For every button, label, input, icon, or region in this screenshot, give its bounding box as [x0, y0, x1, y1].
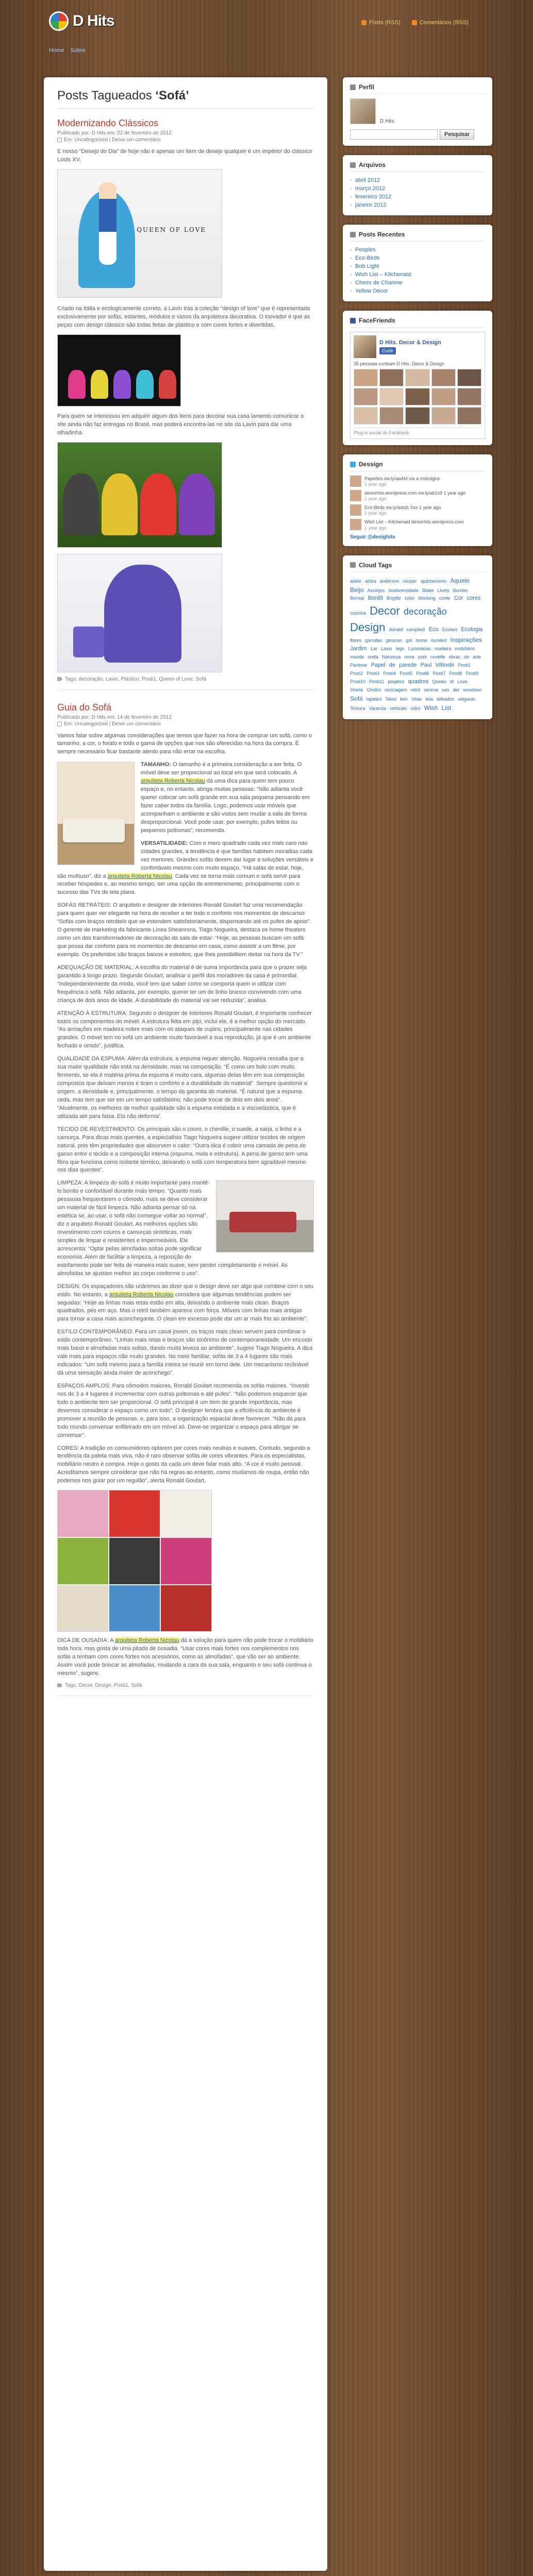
fb-face[interactable] — [405, 407, 429, 425]
sofa-collage-image — [57, 1490, 212, 1632]
facebook-like-box — [350, 332, 485, 439]
user-icon — [350, 84, 356, 90]
tag-cloud-link[interactable]: Queen — [432, 679, 446, 684]
tag-cloud-link[interactable]: Bumbo — [453, 587, 468, 593]
tweet-text[interactable]: Papeões ow.ly/aaAhl via a mdesigns — [364, 476, 440, 481]
tag-cloud-link[interactable]: Posti1 — [458, 662, 471, 668]
tag-cloud-link[interactable]: Posti11 — [369, 679, 385, 684]
post-paragraph-adequacao: ADEQUAÇÃO DE MATERIAL: A escolha do material é de suma importância para que o prazer seja garantido à longo prazo. Segundo Goulart, analisar o perfil dos moradores da casa é primordial. “Independentemente da moda, você tem que saber como se comporta quem vi utilizar com frequência o sofá. Não adianta, por exemplo, querer ter um de linho branco convivendo com uma criança de dois anos de idade. A durabilidade do material vai ser reduzida”, analisa. — [57, 964, 307, 1004]
search-input[interactable] — [350, 129, 438, 140]
tag-cloud-link[interactable]: Posti8 — [449, 670, 462, 676]
tag-cloud-link[interactable]: Posti3 — [367, 670, 380, 676]
colorful-thrones-image — [57, 442, 222, 548]
chair-shape — [179, 473, 215, 535]
paragraph-text: dá a solução para quem não pode trocar o mobiliário toda hora, mas gosta de uma pitada de ousadia. “Usar cores mais fortes nos complementos nos sofás a tenham com cores fortes nos acessórios, como as almofadas”, que vão ser ao ambiente. Assim você pode brincar as almofadas, mudando a cara da sua sala, enquanto o seu sofá continua o mesmo”, sugere. — [57, 1637, 314, 1676]
tag-cloud-link[interactable]: Lively — [437, 587, 449, 593]
fb-faces-grid — [354, 369, 481, 425]
sidebar — [343, 77, 492, 728]
post-intro: E nosso “Desejo do Dia” de hoje não é apenas um item de desejo qualquer é um império! do clássico Louis XV. — [57, 148, 312, 163]
profile-name[interactable]: D Hits — [380, 118, 394, 124]
fb-face[interactable] — [354, 388, 378, 405]
fb-like-button[interactable]: Curtir — [379, 347, 396, 354]
tweet-time: 1 year ago — [364, 482, 387, 487]
fb-page-avatar[interactable] — [354, 335, 376, 358]
paragraph-text: DESIGN: Os espaçadores são unânimes ao dizer que o design deve ser algo que combine com o seu estilo. No entanto, a — [57, 1283, 314, 1298]
recent-post-link[interactable]: Yellow Decor — [355, 288, 388, 294]
tag-cloud-link[interactable]: gol — [406, 638, 412, 643]
recent-post-item[interactable] — [350, 279, 485, 287]
post-category — [57, 721, 314, 727]
tag-cloud-link[interactable]: Natureza — [381, 654, 401, 660]
tag-cloud-link[interactable]: Lavin — [381, 646, 392, 652]
post-guia-do-sofa — [57, 702, 314, 1696]
facebook-icon — [350, 318, 356, 324]
fb-face[interactable] — [405, 369, 429, 386]
post-category — [57, 137, 314, 143]
post-paragraph-estilo: ESTILO CONTEMPORÂNEO: Para um casal jovem, os traços mais clean servem para combinar o estilo contemporâneo. “Linhas mais retas e braços são sinônimo de contemporaneidade. Um encosto mais baixo e almofadas mais soltas, dando muita leveza ao ambiente”, sugere Tiago Nogueira. A dica vale mais para espaços não muito grandes. No meio familiar, sofás de 3 a 4 lugares são mais indicados: “Um sofá mesmo para a família inteira se reunir em torno dele. Um mecanismo reclinável dá uma sensação ainda maior de aconchego”. — [57, 1329, 313, 1376]
tag-cloud-link[interactable]: projetos — [388, 679, 405, 684]
tag-cloud-link[interactable]: Design — [350, 621, 386, 634]
profile-widget — [343, 77, 492, 146]
tag-cloud-link[interactable]: blocking — [418, 596, 436, 601]
archive-link[interactable]: março 2012 — [355, 185, 386, 192]
posts-rss-link[interactable] — [361, 20, 401, 26]
collage-tile — [58, 1538, 108, 1584]
tag-cloud-link[interactable]: adele — [350, 578, 362, 584]
comment-icon — [57, 722, 62, 726]
search-form — [350, 129, 485, 140]
tweet — [350, 519, 485, 530]
tag-cloud-link[interactable]: anderson — [379, 578, 399, 584]
widget-title-text: Posts Recentes — [359, 231, 405, 238]
tag-cloud-link[interactable]: velgaras — [458, 696, 476, 702]
chair-shape — [91, 370, 108, 399]
document-icon — [350, 232, 356, 238]
twitter-follow-link[interactable]: Seguir @desighits — [350, 534, 395, 540]
tag-cloud-link[interactable]: Love — [457, 679, 468, 684]
tag-cloud-link[interactable]: telhados — [437, 696, 455, 702]
post-paragraph: Criado na Itália e ecologicamente correto, a Lavin trás a coleção “design of love” que é representada exclusivamente por sofás, estantes, módulos e vasos da arquitetura decorativa. O inovador é que as peças com design clássico são todas feitas de plástico e com cores fortes e divertidas. — [57, 305, 310, 328]
tweet-avatar — [350, 476, 361, 487]
fb-face[interactable] — [354, 407, 378, 425]
post-category-text[interactable]: Em: Uncategorized | Deixe um comentário — [64, 721, 161, 727]
sofa-shape — [229, 1212, 296, 1232]
archive-link[interactable]: abril 2012 — [355, 177, 380, 183]
post-paragraph-cores: CORES: A tradição os consumidores optarem por cores mais neutras e suaves. Contudo, segundo a tendência da paleta mais viva, não é raro observar sofás de cores vibrantes. Para os especialistas, mobiliário neutro é compra. Hoje o gosto da cada um deve falar mais alto. “A cor é muito pessoal. Acreditamos sempre considerar que não há regras ao entanto, como mudamos de roupa, então não podemos nos guiar por um regulão”, alerta Ronald Goulart. — [57, 1445, 310, 1484]
fb-face[interactable] — [379, 388, 404, 405]
tag-cloud-link[interactable]: apartamento — [420, 578, 447, 584]
tag-cloud-link[interactable]: obras — [448, 654, 461, 660]
collage-tile — [109, 1490, 160, 1537]
widget-title — [350, 83, 485, 94]
queen-of-love-image — [57, 169, 222, 298]
tag-cloud-link[interactable]: Cor — [454, 595, 463, 602]
tag-cloud-link[interactable]: parede — [399, 662, 417, 668]
comments-rss-label: Comentários (RSS) — [419, 20, 469, 26]
tag-cloud-link[interactable]: Textura — [350, 705, 365, 711]
tag-cloud-link[interactable]: Pantone — [350, 662, 368, 668]
page-title — [57, 89, 314, 109]
recent-post-item[interactable] — [350, 254, 485, 262]
archives-list — [350, 176, 485, 209]
widget-title — [350, 231, 485, 242]
collage-tile — [161, 1538, 211, 1584]
tag-cloud-link[interactable]: Vitae — [411, 696, 422, 702]
image-brand-text: QUEEN OF LOVE — [137, 226, 206, 233]
tag-cloud-link[interactable]: Posti9 — [465, 670, 479, 676]
paragraph-text: O tamanho é a primeira consideração a ser feita. O móvel deve ser proporcional ao local em que será colocado. A — [141, 761, 302, 776]
colored-chairs-dark-image — [57, 334, 181, 406]
tag-cloud-link[interactable]: ilumiled — [430, 638, 447, 643]
post-tags — [57, 676, 314, 690]
post-paragraph-espacos: ESPAÇOS AMPLOS: Para cômodos maiores, Ronald Goulart recomenda os sofás maiores. “Investir nos de 3 a 4 lugares é incrementar com outras poltronas e até pufes”. “Não podemos esquecer que todo o ambiente tem ser proporcional. O sofá principal é um item de grande importância, mas devemos considerar o espaço como um todo”. O designer lembra que a eficiência do ambiente é promover a reunião de pessoas, e, para isso, a organização espacial deve favorecer. “Não dá para tudo mundo conversar enfileirado em um móvel só. Deve-se organizar o espaço para abrigar se conversar”. — [57, 1382, 310, 1438]
recent-post-link[interactable]: Bob Light — [355, 263, 379, 269]
archive-link[interactable]: fevereiro 2012 — [355, 194, 392, 200]
tag-cloud-link[interactable]: decoração — [403, 606, 447, 617]
fb-face[interactable] — [431, 407, 456, 425]
tag-cloud-link[interactable]: Blake — [422, 587, 434, 593]
comment-icon — [57, 138, 62, 142]
widget-title — [350, 562, 485, 572]
tag-cloud-link[interactable]: Paul — [420, 662, 432, 668]
section-label: VERSATILIDADE: — [141, 840, 188, 846]
fb-face[interactable] — [457, 407, 481, 425]
post-title-link[interactable]: Guia do Sofá — [57, 702, 112, 713]
tag-cloud-link[interactable]: Posti7 — [432, 670, 446, 676]
nav-home-link[interactable]: Home — [49, 47, 64, 54]
tweet-time: 1 year ago — [364, 511, 387, 516]
tweet-time: 1 year ago — [364, 525, 387, 531]
tag-cloud-link[interactable]: mobiliário — [455, 646, 475, 652]
top-nav — [361, 20, 469, 26]
tweet-avatar — [350, 504, 361, 516]
fb-face[interactable] — [405, 388, 429, 405]
widget-title — [350, 461, 485, 471]
tag-cloud-link[interactable]: Decor — [370, 604, 400, 618]
tag-cloud-link[interactable]: Aquele — [450, 577, 470, 584]
post-tags — [57, 1683, 314, 1696]
widget-title — [350, 317, 485, 328]
tag-cloud-link[interactable]: Sofá — [350, 694, 363, 702]
post-paragraph-tecido: TECIDO DE REVESTIMENTO: Os principais são o couro, o chenille, o suede, a sarja, o linho e a camurça. Para dicas mais quentes, a especialista Tiago Nogueira sugere utilizar tecidos de origem natural, pois têm propriedades que absorvem o calor: “Outra dica é cobrir uma camada de pena de ganso entre o tecido e a composição interna (espuma, mola e estrutura). A pena de ganso tem uma fibra que funciona como isolante térmico, deixando o sofá com temperatura bem agradável mesmo nos dias quentes”. — [57, 1126, 308, 1174]
site-logo[interactable] — [49, 11, 114, 31]
red-sofa-room-image — [216, 1180, 314, 1252]
tag-cloud-link[interactable]: de — [389, 662, 396, 668]
chair-shape — [68, 370, 86, 399]
widget-title-text: Cloud Tags — [359, 561, 392, 569]
fb-face[interactable] — [431, 369, 456, 386]
tag-cloud — [350, 577, 485, 713]
tag-cloud-link[interactable]: Ecologia — [461, 626, 483, 633]
tag-cloud-link[interactable]: biodiversidade — [388, 587, 419, 593]
paragraph-text: DICA DE OUSADIA: A — [57, 1637, 115, 1644]
tag-cloud-link[interactable]: serena — [424, 687, 438, 692]
twitter-widget — [343, 454, 492, 546]
recent-posts-widget — [343, 225, 492, 301]
post-paragraph-limpeza: LIMPEZA: A limpeza do sofá é muito importante para mantê-lo bonito e confortável durante mais tempo. “Quanto mais pesssoas frequentarem o cômodo, mais se deve considerar um material de fácil limpeza. Não adianta pensar só na estética se, ao usar, o sofá não consegue voltar ao normal”, diz o arquiteto Ronald Goulart. As melhores opções são revestimento com couros e camurças sintéticas, mais simples de limpar e resistentes e impermeáveis. Ele acrescenta: “Optar pelas almofadas soltas pode significar economia. Além de facilitar a limpeza, a reposição do estofamento pode ser feita de maneira mais suave, sem perder completamente o móvel. As almofadas se ajustam melhor ao corpo conforme o uso”. — [57, 1180, 288, 1277]
tweet — [350, 490, 485, 501]
tag-cloud-link[interactable]: donald — [389, 627, 403, 633]
tag-cloud-link[interactable]: Ghidini — [367, 687, 381, 692]
tag-cloud-link[interactable]: der — [453, 687, 460, 692]
tag-cloud-link[interactable]: flores — [350, 638, 362, 643]
tag-cloud-link[interactable]: van — [441, 687, 449, 692]
living-room-image — [57, 762, 135, 865]
fb-plugin-label: Plug-in social do Facebook — [354, 428, 481, 435]
tag-cloud-link[interactable]: alzira — [365, 578, 376, 584]
rss-icon — [361, 20, 367, 25]
architect-link[interactable]: arquiteta Roberta Nicolau — [109, 1291, 174, 1298]
tweet-time: 1 year ago — [364, 496, 387, 502]
tag-cloud-link[interactable]: onda — [368, 654, 378, 660]
tag-cloud-link[interactable]: Posti4 — [383, 670, 396, 676]
post-paragraph-design — [57, 1283, 314, 1324]
post-intro: Vamos falar sobre algumas considerações que temos que fazer na hora de comprar um sofá, como o tamanho, a cor, o forato e todo o gama de opções que nos são oferecidas na hora da compra. É sempre necessário ficar bastante atento para não errar na escolha. — [57, 732, 312, 755]
paragraph-text: dá uma dica para quem tem pouco espaço e, no entanto, abriga muitas pessoas: “Não adianta você querer colocar um sofá grande em sua sala pequena pensando em fazer caber todos da família. Logo, podemos usar móveis que acompanham o ambiente e são vistos sem mudar a sala de forma desproporcional. Você pode usar, por exemplo, pufes leitos ou pequenos poltronas”, recomenda. — [141, 778, 310, 834]
tag-cloud-link[interactable]: Inspirações — [450, 636, 482, 644]
tag-cloud-link[interactable]: nova — [404, 654, 414, 660]
recent-post-link[interactable]: Peoples — [355, 247, 376, 253]
section-label: TAMANHO: — [141, 761, 172, 768]
architect-link[interactable]: arquiteta Roberta Nicolau — [107, 873, 172, 879]
tag-cloud-link[interactable]: Posti2 — [350, 670, 363, 676]
model-shape — [99, 182, 116, 265]
tag-cloud-link[interactable]: home — [415, 638, 427, 643]
tag-cloud-link[interactable]: campbell — [406, 627, 425, 633]
widget-title — [350, 161, 485, 172]
widget-title-text: Arquivos — [359, 161, 386, 168]
tag-cloud-link[interactable]: Bordô — [368, 595, 383, 602]
collage-tile — [109, 1538, 160, 1584]
tweet-text[interactable]: Wish List – Kitchenaid dessirhits.wordpress.com — [364, 519, 464, 525]
archive-item[interactable] — [350, 193, 485, 201]
tag-cloud-link[interactable]: verticais — [390, 705, 407, 711]
tag-cloud-link[interactable]: Eco — [428, 626, 439, 633]
tag-cloud-link[interactable]: Papel — [371, 662, 386, 668]
post-paragraph-atencao: ATENÇÃO À ESTRUTURA: Segundo o designer de interiores Ronald Goulart, é importante conhecer todos os componentes do móvel. A estrutura feita em pijo, inclui ele, é a melhor opção do mercado. “As armações em madeira nobre mais com os ataques de cupins, principalmente nas cidades grandes. O móvel tem no sofá um ambiente muito favorável à sua reprodução, já que é um ambiente fechado e úmido”, justifica. — [57, 1010, 312, 1049]
architect-link[interactable]: arquiteta Roberta Nicolau — [141, 778, 205, 785]
tag-cloud-link[interactable]: conte — [439, 596, 451, 601]
paragraph-text: considera que algumas tendências podem ser seguidas: “Hoje as linhas mais retas estão em alta, deixando o ambiente mais clean. Braços quadrados, pés em aço. Mas o retrô também aparece com força. Móveis com linhas mais antigas para tornar a casa mais aconchegante. O clean em excesso pode dar um ar mais frio ao ambiente”. — [57, 1291, 308, 1323]
chair-shape — [102, 473, 138, 535]
tweet-avatar — [350, 490, 361, 501]
sofa-shape — [63, 819, 125, 842]
site-header — [0, 0, 533, 57]
archive-link[interactable]: janeiro 2012 — [355, 202, 387, 208]
paragraph-text: . Cada vez se torna mais comum o sofá servir para receber hóspedes e, ao mesmo tempo, ser uma opção de entretenimento, principalmente com o sucesso das TVs de tela plana. — [57, 873, 301, 896]
collage-tile — [161, 1490, 211, 1537]
tag-cloud-link[interactable]: Azulejos — [367, 587, 385, 593]
recent-post-link[interactable]: Eco-Birds — [355, 255, 380, 261]
collage-tile — [58, 1490, 108, 1537]
archive-item[interactable] — [350, 176, 485, 184]
chair-shape — [140, 473, 176, 535]
widget-title-text: Dessign — [359, 461, 383, 468]
archive-item[interactable] — [350, 201, 485, 209]
chair-shape — [159, 370, 176, 399]
page-title-prefix: Posts Tagueados — [57, 89, 152, 103]
twitter-icon — [350, 462, 356, 467]
fb-header — [354, 335, 481, 358]
search-button[interactable]: Pesquisar — [440, 129, 474, 140]
post-paragraph-qualidade: QUALIDADE DA ESPUMA: Além da estrutura, a espuma requer atenção. Nogueira ressalta que a sua maior qualidade não está na densidade, mas na composição. “É como um bolo com muito fermento, se ela é matéria-prima da espuma é muito cara, algumas delas têm em sua composição compostos que deixam menos e tiram o conforto e a durabilidade do material”. Sempre questione a origem, a densidade e, principalmente, o tempo da garantia do material. “É natural que a espuma ceda, mas tem que ser em um tempo satisfatório, não pode trocar de dois em dois anos”. “Atualmente, os melhores de melhor qualidade são a espuma estatada e a viscoelástica, que é utilizada até para faixa. Ela não deforma”. — [57, 1056, 307, 1120]
fb-face[interactable] — [457, 369, 481, 386]
tag-cloud-link[interactable]: retrô — [410, 687, 421, 692]
tag-cloud-link[interactable]: Posti5 — [399, 670, 413, 676]
tag-cloud-link[interactable]: garrafas — [365, 638, 382, 643]
post-paragraph-dica — [57, 1637, 314, 1678]
tweet-avatar — [350, 519, 361, 530]
recent-post-item[interactable] — [350, 262, 485, 270]
tag-cloud-link[interactable]: Wish — [424, 704, 438, 711]
tag-cloud-link[interactable]: Tatoo — [385, 696, 397, 702]
tagcloud-widget — [343, 555, 492, 719]
purple-throne-image — [57, 554, 222, 672]
recent-post-item[interactable] — [350, 270, 485, 279]
chair-shape — [136, 370, 154, 399]
table-shape — [73, 626, 104, 657]
fb-face[interactable] — [379, 407, 404, 425]
post-title-link[interactable]: Modernizando Clássicos — [57, 118, 159, 128]
profile-row — [350, 98, 485, 124]
fb-like-count: 35 pessoas curtiram D Hits. Decor & Design — [354, 361, 445, 366]
recent-post-link[interactable]: Wish List – Kitchenaid — [355, 272, 411, 278]
calendar-icon — [350, 162, 356, 168]
avatar[interactable] — [350, 98, 376, 124]
tag-cloud-link[interactable]: de — [464, 654, 470, 660]
post-tags-text[interactable]: Tags: Decor, Design, Posti1, Sofá — [65, 1682, 142, 1688]
fb-face[interactable] — [431, 388, 456, 405]
tweet — [350, 476, 485, 487]
posts-rss-label: Posts (RSS) — [369, 20, 401, 26]
page-title-tag: ‘Sofá’ — [155, 89, 189, 103]
widget-title-text: FaceFriends — [359, 317, 395, 324]
tag-cloud-link[interactable]: Jardim — [350, 646, 368, 652]
post-paragraph-sofas: SOFÁS RETRÁTEIS: O arquiteto e designer de interiores Ronald Goulart faz uma recomendação para quem quer ver elegante na hora de receber e ter todo o conforto nos momentos de descanso: “Sofás com braços retráteis que se estendem satisfatoriamente, dispensando até os pufes de apoio”. O gerente de marketing da fabricante Linea Sheanrons, Tiago Nogueira, destaca os home theaters como um dos transformadores de decoração da sala de estar: “Hoje, as pessoas buscam um sofá que possa dar conforto para os momentos de descanso em casa, como assistir a um filme, por exemplo. Os preferidos são braços baixos e estreitos, que lhes possibilitem deitar na hora da TV.” — [57, 902, 311, 958]
tag-cloud-link[interactable]: arte — [473, 654, 481, 660]
post-title[interactable] — [57, 118, 314, 129]
archive-item[interactable] — [350, 184, 485, 193]
main-content — [44, 77, 327, 2571]
tag-cloud-link[interactable]: color — [405, 596, 415, 601]
post-modernizando-classicos — [57, 118, 314, 690]
comments-rss-link[interactable] — [412, 20, 469, 26]
tag-cloud-link[interactable]: madeira — [434, 646, 452, 652]
tag-cloud-link[interactable]: tela — [425, 696, 433, 702]
rss-icon — [412, 20, 417, 25]
tag-cloud-link[interactable]: cores — [467, 595, 481, 602]
tag-cloud-link[interactable]: cozinha — [350, 611, 367, 616]
post-title[interactable] — [57, 702, 314, 713]
collage-tile — [109, 1585, 160, 1632]
tag-cloud-link[interactable]: Bonsai — [350, 596, 364, 601]
tag-cloud-link[interactable]: Varanda — [369, 705, 386, 711]
fb-face[interactable] — [354, 369, 378, 386]
tag-cloud-link[interactable]: gessner — [386, 638, 403, 643]
throne-shape — [104, 565, 181, 663]
collage-tile — [58, 1585, 108, 1632]
archives-widget — [343, 155, 492, 215]
tag-cloud-link[interactable]: Luminárias — [408, 646, 431, 652]
nav-about-link[interactable]: Sobre — [70, 47, 86, 54]
tag-cloud-link[interactable]: reciclagem — [385, 687, 407, 692]
fb-face[interactable] — [457, 388, 481, 405]
tag-cloud-link[interactable]: ken — [400, 696, 408, 702]
post-meta: Publicado por: D Hits em: 22 de fevereiro de 2012 — [57, 130, 172, 136]
tweet-text[interactable]: Eco-Birds ow.ly/aatsb Ssx 1 year ago — [364, 505, 441, 511]
tag-icon — [57, 677, 62, 681]
tag-cloud-link[interactable]: vidro — [410, 705, 421, 711]
tag-cloud-link[interactable]: york — [418, 654, 427, 660]
recent-post-link[interactable]: Chees de Chanme — [355, 280, 403, 286]
tag-cloud-link[interactable]: Posti10 — [350, 679, 366, 684]
tag-cloud-link[interactable]: mundo — [350, 654, 364, 660]
tag-cloud-link[interactable]: novelle — [430, 654, 445, 660]
collage-tile — [161, 1585, 211, 1632]
tag-cloud-link[interactable]: tapetes — [366, 696, 382, 702]
tag-icon — [350, 562, 356, 568]
tweet-text[interactable]: dessirhits.wordpress.com ow.ly/ab1s9 1 year ago — [364, 490, 466, 496]
tag-cloud-link[interactable]: woodsen — [463, 687, 482, 692]
post-category-text[interactable]: Em: Uncategorized | Deixe um comentário — [64, 137, 161, 143]
facefriends-widget — [343, 311, 492, 445]
post-tags-text[interactable]: Tags: decoração, Lavin, Plástico, Posti1, Queen of Love, Sofá — [65, 676, 207, 682]
tag-icon — [57, 1683, 62, 1687]
tag-cloud-link[interactable]: Villinski — [435, 662, 455, 668]
fb-face[interactable] — [379, 369, 404, 386]
tag-cloud-link[interactable]: Ecolani — [442, 627, 458, 633]
tag-cloud-link[interactable]: lego — [395, 646, 405, 652]
tag-cloud-link[interactable]: cooper — [403, 578, 417, 584]
tag-cloud-link[interactable]: Posti6 — [416, 670, 429, 676]
chair-shape — [63, 473, 99, 535]
tag-cloud-link[interactable]: Brigitte — [387, 596, 402, 601]
paragraph-text: Com o mero quadrado cada vez mais caro nas cidades grandes, a tendência é que famílias habitem moradias cada vez menores. Grandes sofás devem dar lugar a soluções versáteis e confortáveis mesmo com muito espaço. “Há salas de estar, hoje, são multiuso”, diz a — [57, 840, 314, 879]
site-name: D Hits — [73, 12, 114, 29]
tag-cloud-link[interactable]: Lar — [371, 646, 378, 652]
tag-cloud-link[interactable]: List — [441, 704, 452, 711]
tag-cloud-link[interactable]: quadros — [408, 678, 429, 685]
post-meta: Publicado por: D Hits em: 14 de fevereiro de 2012 — [57, 714, 172, 720]
fb-page-name[interactable]: D Hits. Decor & Design — [379, 339, 441, 346]
post-paragraph: Para quem se interessou em adquirir algum dos itens para decorar sua casa lamento comunicar o site ainda não faz entregas no Brasil, mas poderá encontra-las no site da Lavin para dar uma olhadinha. — [57, 413, 304, 436]
tag-cloud-link[interactable]: of — [449, 679, 454, 684]
recent-posts-list — [350, 246, 485, 295]
chair-shape — [113, 370, 131, 399]
logo-icon — [49, 11, 69, 31]
tweet — [350, 504, 485, 516]
nav-links — [49, 47, 86, 54]
architect-link[interactable]: arquiteta Roberta Nicolau — [114, 1637, 179, 1644]
widget-title-text: Perfil — [359, 83, 375, 91]
recent-post-item[interactable] — [350, 287, 485, 295]
tag-cloud-link[interactable]: Beijo — [350, 586, 364, 594]
tag-cloud-link[interactable]: Sheila — [350, 687, 363, 692]
recent-post-item[interactable] — [350, 246, 485, 254]
